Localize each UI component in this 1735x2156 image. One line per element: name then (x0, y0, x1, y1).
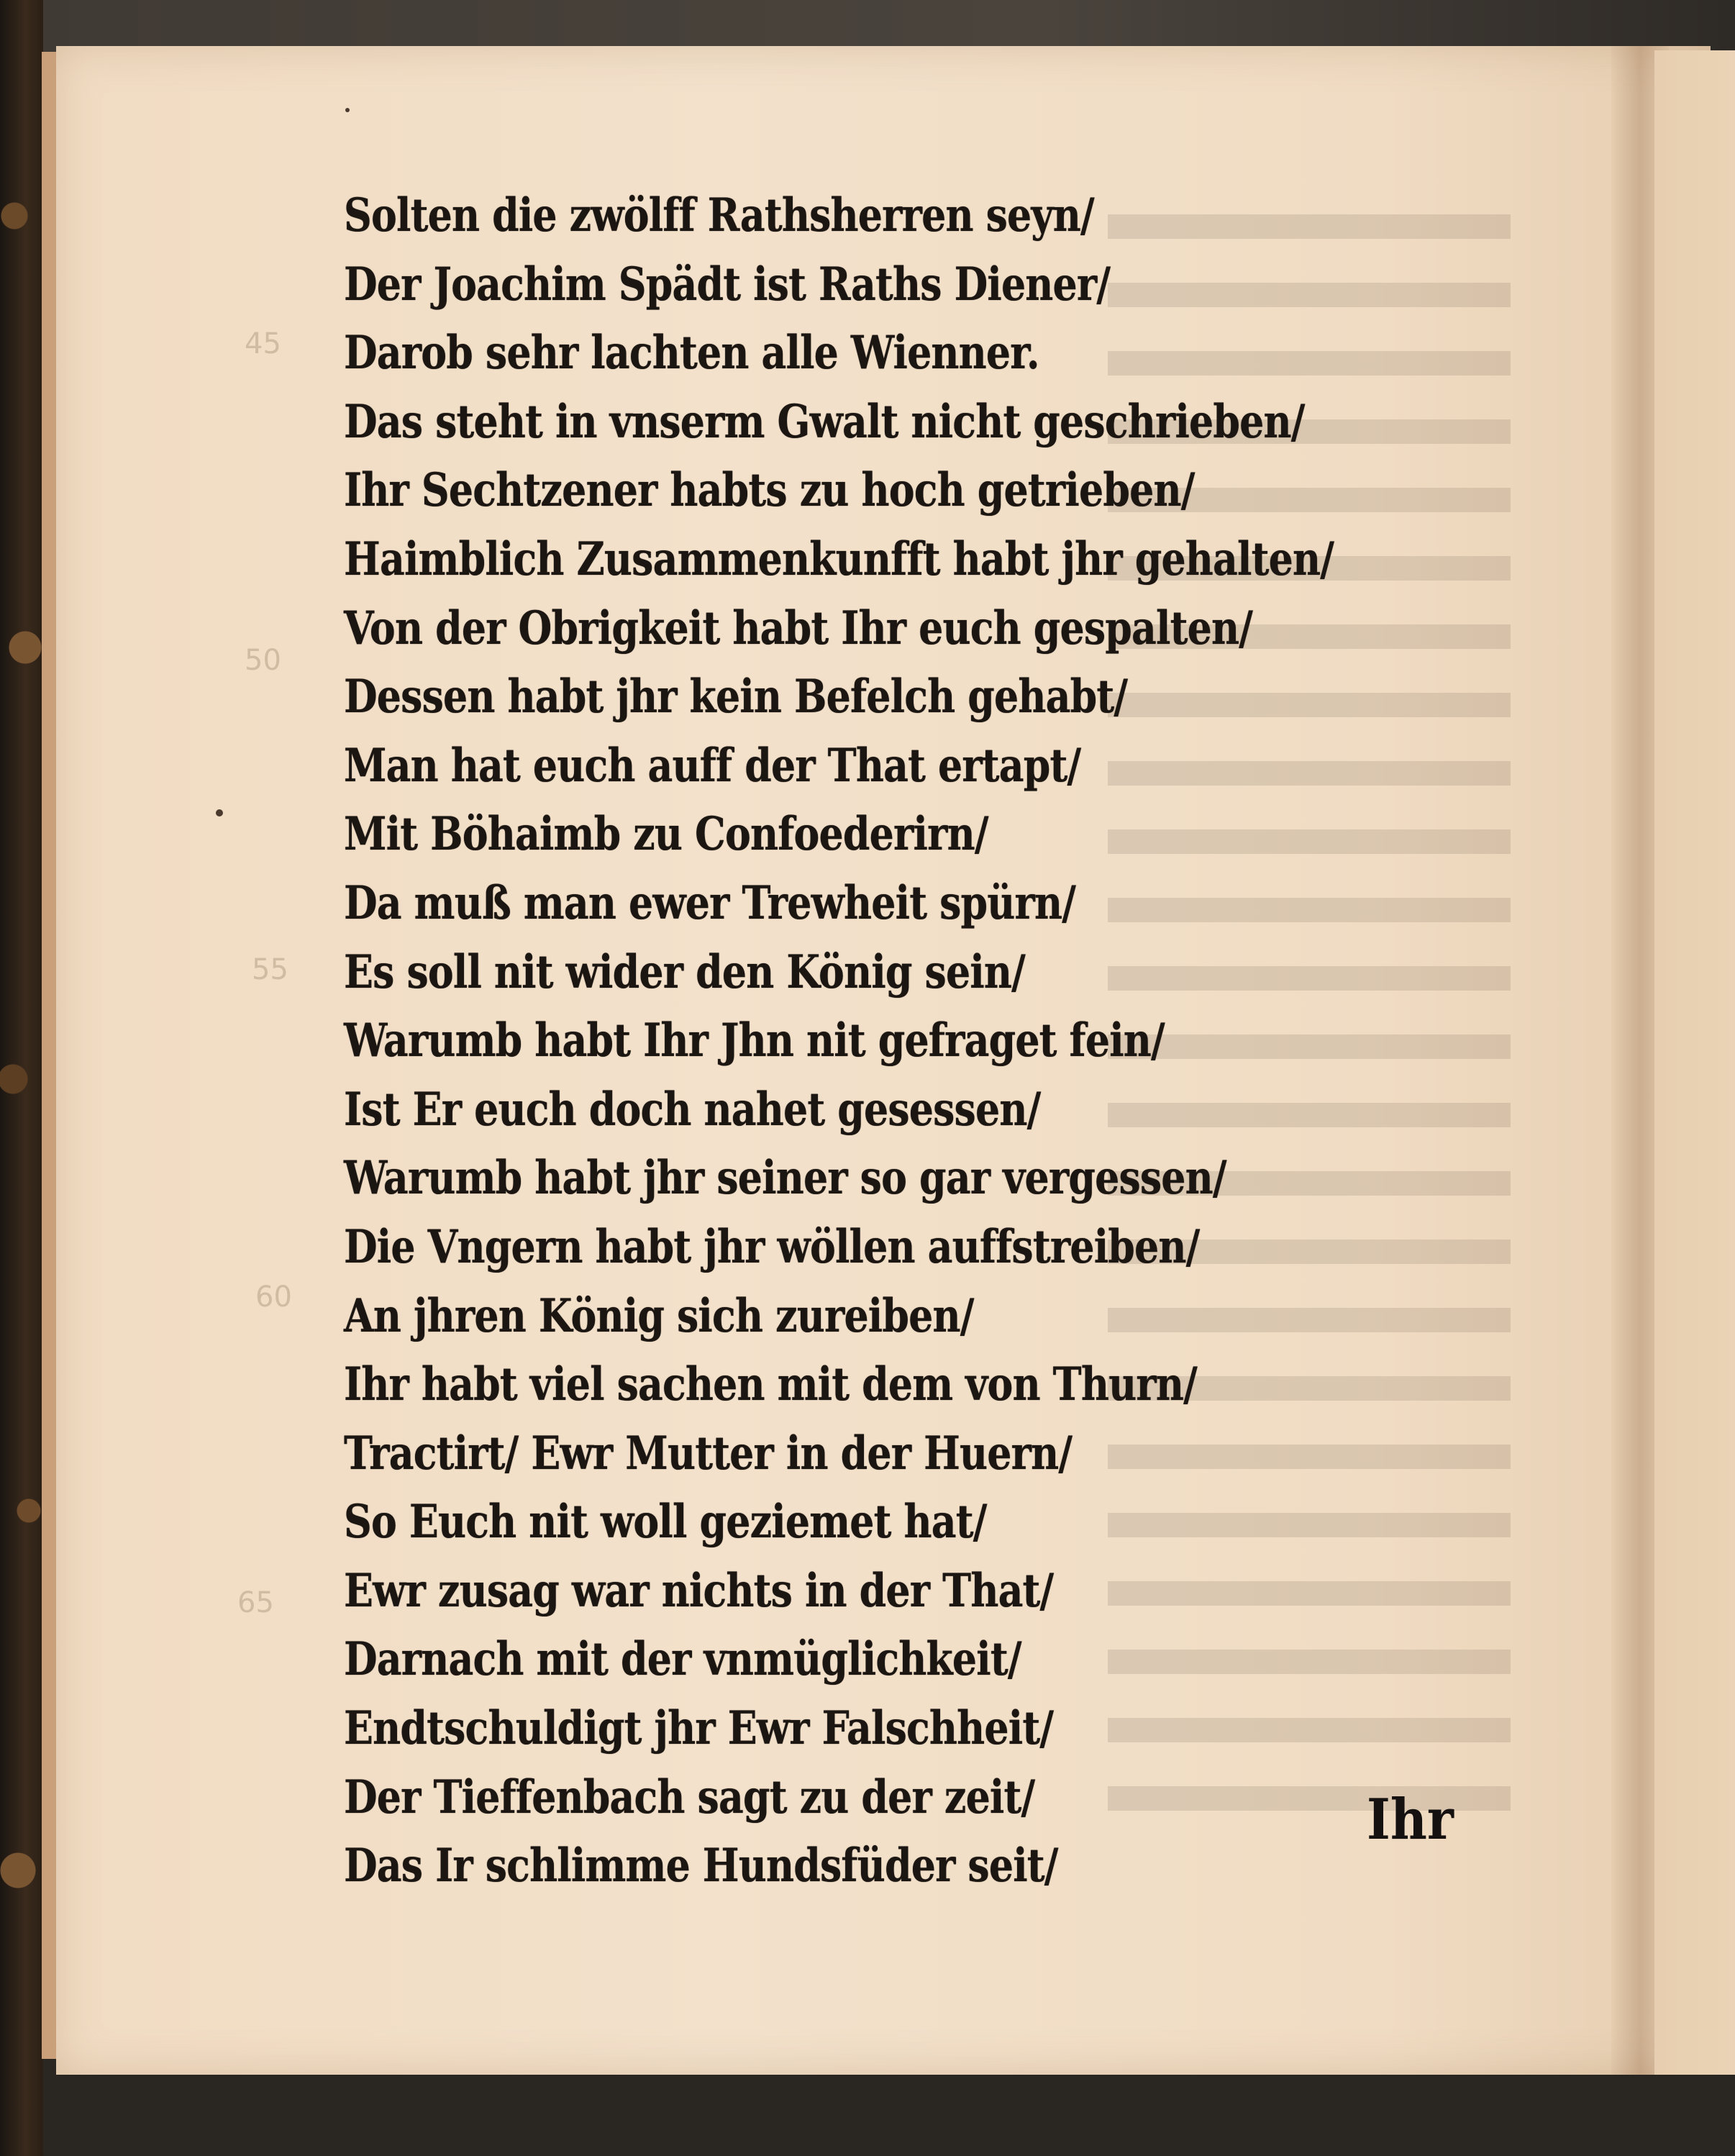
verse-line: Man hat euch auff der That ertapt/ (344, 738, 1081, 793)
verse-block (344, 181, 1567, 1901)
verse-line: So Euch nit woll geziemet hat/ (344, 1495, 987, 1550)
verse-line: Solten die zwölff Rathsherren seyn/ (344, 188, 1094, 242)
margin-line-number: 50 (245, 644, 281, 677)
margin-line-number: 45 (245, 327, 281, 360)
verse-line: Mit Böhaimb zu Confoederirn/ (344, 807, 988, 862)
verse-line: Endtschuldigt jhr Ewr Falschheit/ (344, 1701, 1054, 1756)
verse-line: Ihr Sechtzener habts zu hoch getrieben/ (344, 463, 1195, 518)
margin-line-number: 65 (237, 1586, 274, 1619)
verse-line: Von der Obrigkeit habt Ihr euch gespalten/ (344, 601, 1252, 655)
verse-line: Warumb habt jhr seiner so gar vergessen/ (344, 1151, 1226, 1206)
verse-line: Ihr habt viel sachen mit dem von Thurn/ (344, 1357, 1197, 1412)
verse-line: Das Ir schlimme Hundsfüder seit/ (344, 1839, 1058, 1893)
verse-line: Warumb habt Ihr Jhn nit gefraget fein/ (344, 1014, 1165, 1068)
ink-spot (345, 108, 350, 112)
verse-line: Tractirt/ Ewr Mutter in der Huern/ (344, 1426, 1073, 1480)
margin-line-number: 60 (255, 1281, 292, 1314)
verse-line: Da muß man ewer Trewheit spürn/ (344, 875, 1076, 930)
verse-line: Haimblich Zusammenkunfft habt jhr gehalten/ (344, 532, 1334, 586)
verse-line: Dessen habt jhr kein Befelch gehabt/ (344, 670, 1128, 724)
facing-page-edge (1654, 50, 1735, 2075)
book-spine (0, 0, 43, 2156)
verse-line: Ewr zusag war nichts in der That/ (344, 1563, 1054, 1618)
verse-line: An jhren König sich zureiben/ (344, 1288, 974, 1343)
catchword: Ihr (1367, 1787, 1454, 1852)
verse-line: Es soll nit wider den König sein/ (344, 945, 1025, 999)
verse-line: Darob sehr lachten alle Wienner. (344, 326, 1039, 381)
verse-line: Die Vngern habt jhr wöllen auffstreiben/ (344, 1219, 1200, 1274)
verse-line: Ist Er euch doch nahet gesessen/ (344, 1082, 1041, 1137)
margin-line-number: 55 (252, 953, 288, 986)
ink-spot (216, 809, 223, 817)
verse-line: Der Tieffenbach sagt zu der zeit/ (344, 1770, 1035, 1824)
verse-line: Darnach mit der vnmüglichkeit/ (344, 1632, 1021, 1687)
verse-line: Das steht in vnserm Gwalt nicht geschrieben/ (344, 394, 1305, 449)
verse-line: Der Joachim Spädt ist Raths Diener/ (344, 257, 1111, 311)
